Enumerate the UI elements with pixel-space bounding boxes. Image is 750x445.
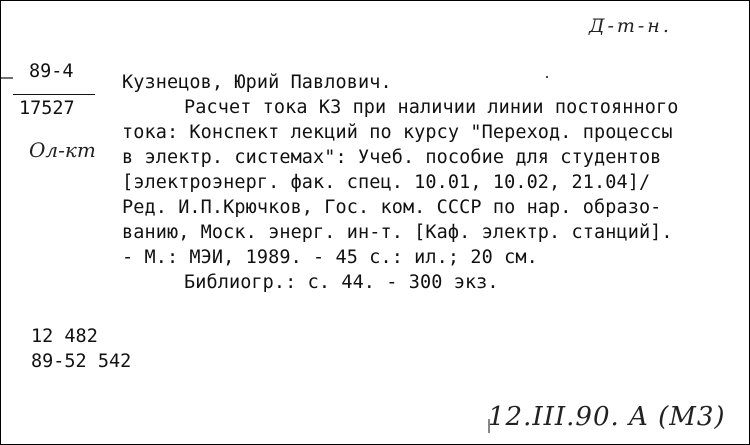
description-line-7: - М.: МЭИ, 1989. - 45 с.: ил.; 20 см.	[122, 247, 538, 268]
bottom-handwritten-stamp: 12.III.90. A (M3)	[488, 402, 726, 432]
description-line-6: ванию, Моск. энерг. ин-т. [Каф. электр. станций].	[122, 222, 673, 243]
description-line-1: Расчет тока КЗ при наличии линии постоянного	[184, 97, 679, 118]
margin-marks	[1, 1, 749, 444]
bottom-number-2: 89-52 542	[31, 351, 132, 372]
handwritten-mark: Ол-кт	[29, 138, 96, 162]
description-line-3: в электр. системах": Учеб. пособие для студентов	[122, 147, 662, 168]
author-heading: Кузнецов, Юрий Павлович.	[122, 72, 392, 93]
shelfmark-bottom: 17527	[19, 98, 75, 119]
description-line-4: [электроэнерг. фак. спец. 10.01, 10.02, 21.04]/	[122, 172, 651, 193]
shelfmark-top: 89-4	[29, 61, 74, 82]
description-line-8: Библиогр.: с. 44. - 300 экз.	[184, 272, 499, 293]
top-right-handwritten-note: Д-т-н.	[589, 15, 672, 37]
bottom-number-1: 12 482	[31, 326, 98, 347]
description-line-5: Ред. И.П.Крючков, Гос. ком. СССР по нар. образо-	[122, 197, 662, 218]
description-line-2: тока: Конспект лекций по курсу "Переход. процессы	[122, 122, 673, 143]
